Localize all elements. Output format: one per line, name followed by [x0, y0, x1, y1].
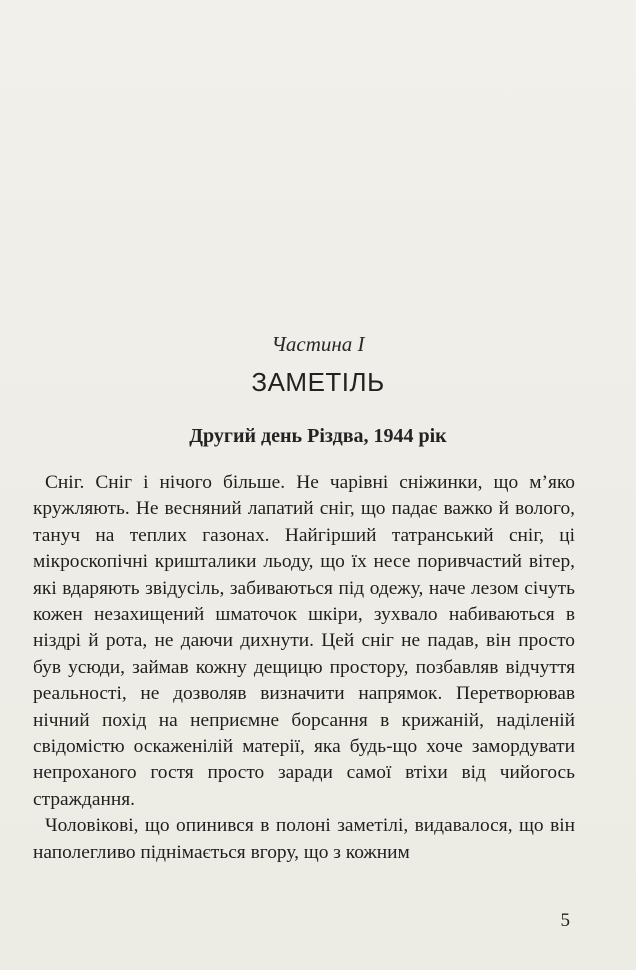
paragraph: Сніг. Сніг і нічого більше. Не чарівні сніжинки, що м’яко кружляють. Не весняний лапатий сніг, що падає важко й волого, тануч на теплих газонах. Найгірший татранський сніг, ці мікроскопічні кришталики льоду, що їх несе поривчастий вітер, які вдаряють звідусіль, забиваються під одежу, наче лезом січуть кожен незахищений шматочок шкіри, зухвало набиваються в ніздрі й рота, не даючи дихнути. Цей сніг не падав, він просто був усюди, займав кожну дещицю простору, позбавляв відчуття реальності, не дозволяв визначити напрямок. Перетворював нічний похід на неприємне борсання в крижаній, наділеній свідомістю оскаженілій матерії, яка будь-що хоче замордувати непроханого гостя просто заради самої втіхи від чийогось страждання. — [33, 472, 575, 810]
body-text — [33, 470, 575, 866]
part-label: Частина І — [271, 332, 365, 356]
page-number: 5 — [560, 910, 570, 931]
paragraph: Чоловікові, що опинився в полоні заметілі, видавалося, що він наполегливо піднімається вгору, що з кожним — [33, 815, 575, 863]
chapter-title: ЗАМЕТІЛЬ — [251, 367, 385, 397]
chapter-subheading: Другий день Різдва, 1944 рік — [189, 425, 447, 447]
